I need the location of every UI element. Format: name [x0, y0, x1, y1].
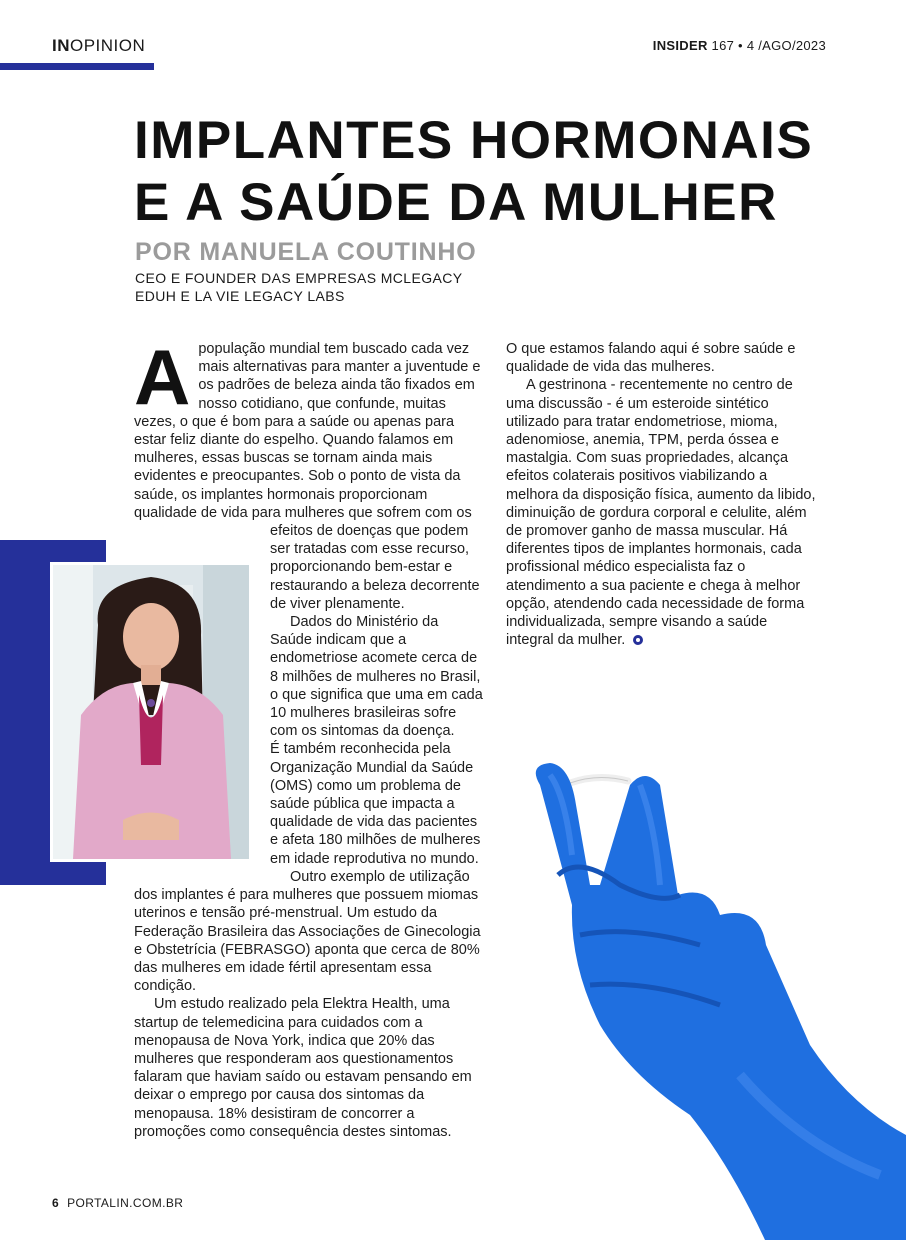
section-tag-bold: IN	[52, 36, 70, 55]
article-column-2	[506, 340, 816, 649]
article-paragraph-4: Outro exemplo de utilização dos implantes é para mulheres que possuem miomas uterinos e tensão pré-menstrual. Um estudo da Federação Brasileira das Associações de Ginecologia e Obstetrícia (FEBRASGO) aponta que cerca de 80% das mulheres em idade fértil apresentam essa condição.	[134, 868, 481, 995]
article-paragraph-5: Um estudo realizado pela Elektra Health, uma startup de telemedicina para cuidados com a menopausa de Nova York, indica que 20% das mulheres que responderam aos questionamentos falaram que haviam saído ou estavam pensando em deixar o emprego por causa dos sintomas da menopausa. 18% desistiram de concorrer a promoções como consequência destes sintomas.	[134, 996, 472, 1140]
paragraph-1-text-continued: os efeitos de doenças que podem ser tratadas com esse recurso, proporcionando bem-estar e restaurando a beleza decorrente de viver plenamente.	[270, 504, 480, 612]
article-column-1	[134, 333, 484, 1141]
article-title	[134, 110, 854, 234]
page-footer	[52, 1196, 183, 1210]
section-tag	[52, 36, 145, 56]
title-line-2: E A SAÚDE DA MULHER	[134, 173, 778, 232]
author-role: CEO E FOUNDER DAS EMPRESAS MCLEGACY EDUH E LA VIE LEGACY LABS	[135, 270, 463, 304]
section-accent-bar	[0, 63, 154, 70]
issue-date: 167 • 4 /AGO/2023	[707, 38, 826, 53]
footer-site: PORTALIN.COM.BR	[67, 1196, 184, 1210]
article-paragraph-2: Dados do Ministério da Saúde indicam que a endometriose acomete cerca de 8 milhões de mulheres no Brasil, o que significa que uma em cada 10 mulheres brasileiras sofre com os sintomas da doença.	[270, 614, 483, 740]
article-paragraph-7	[506, 376, 816, 649]
article-paragraph-6: O que estamos falando aqui é sobre saúde e qualidade de vida das mulheres.	[506, 341, 796, 376]
paragraph-1-text: população mundial tem buscado cada vez mais alternativas para manter a juventude e os padrões de beleza ainda tão fixados em nosso cotidiano, que confunde, muitas vezes, o que é bom para a saúde ou apenas para estar feliz diante do espelho. Quando falamos em mulheres, essas buscas se tornam ainda mais evidentes e preocupantes. Sob o ponto de vista da saúde, os implantes hormonais proporcionam qualidade de vida para mulheres que sofrem com	[134, 341, 481, 521]
paragraph-7-text: A gestrinona - recentemente no centro de uma discussão - é um esteroide sintético utilizado para tratar endometriose, mioma, adenomiose, anemia, TPM, perda óssea e mastalgia. Com suas propriedades, alcança efeitos colaterais positivos viabilizando a melhora da disposição física, aumento da libido, diminuição de gordura corporal e celulite, além de promover ganho de massa muscular. Há diferentes tipos de implantes hormonais, cada profissional médico especialista faz o atendimento a sua paciente e chega à melhor opção, atendendo cada necessidade de forma individualizada, sempre visando a saúde integral da mulher.	[506, 377, 816, 649]
glove-image	[510, 745, 906, 1240]
gloved-hand-implant-illustration	[510, 745, 906, 1240]
title-line-1: IMPLANTES HORMONAIS	[134, 111, 814, 170]
issue-info	[653, 38, 826, 53]
issue-brand: INSIDER	[652, 38, 708, 53]
photo-wrap-spacer	[134, 522, 270, 872]
page-number: 6	[52, 1196, 60, 1210]
drop-cap: A	[134, 333, 191, 421]
section-tag-rest: OPINION	[70, 36, 146, 55]
end-of-article-icon	[633, 635, 643, 645]
article-paragraph-3: É também reconhecida pela Organização Mundial da Saúde (OMS) como um problema de saúde pública que impacta a qualidade de vida das pacientes e afeta 180 milhões de mulheres em idade reprodutiva no mundo.	[270, 741, 481, 867]
author-byline: POR MANUELA COUTINHO	[135, 238, 477, 266]
